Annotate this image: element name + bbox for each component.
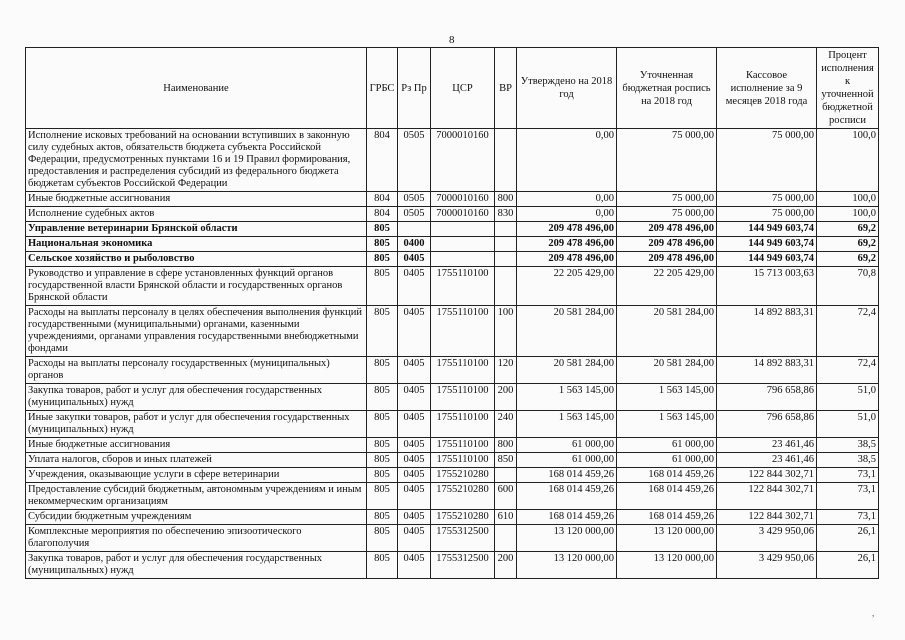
row-csr: 7000010160	[431, 207, 495, 222]
col-header-percent: Процент исполнения к уточненной бюджетной росписи	[817, 48, 879, 129]
col-header-executed: Кассовое исполнение за 9 месяцев 2018 года	[717, 48, 817, 129]
row-vr: 850	[495, 453, 517, 468]
row-approved: 0,00	[517, 129, 617, 192]
row-vr	[495, 222, 517, 237]
budget-table	[25, 47, 879, 579]
row-rz-pr: 0405	[398, 525, 431, 552]
row-vr	[495, 468, 517, 483]
row-executed: 23 461,46	[717, 453, 817, 468]
row-percent: 69,2	[817, 222, 879, 237]
row-csr: 7000010160	[431, 129, 495, 192]
row-refined: 209 478 496,00	[617, 222, 717, 237]
row-approved: 0,00	[517, 207, 617, 222]
row-grbs: 805	[367, 411, 398, 438]
row-grbs: 805	[367, 510, 398, 525]
row-grbs: 805	[367, 468, 398, 483]
row-vr	[495, 267, 517, 306]
row-percent: 51,0	[817, 384, 879, 411]
row-grbs: 805	[367, 252, 398, 267]
col-header-name: Наименование	[26, 48, 367, 129]
table-body	[26, 129, 879, 579]
row-executed: 75 000,00	[717, 192, 817, 207]
table-row	[26, 453, 879, 468]
row-name: Комплексные мероприятия по обеспечению эпизоотического благополучия	[26, 525, 367, 552]
table-row	[26, 129, 879, 192]
row-refined: 22 205 429,00	[617, 267, 717, 306]
row-approved: 209 478 496,00	[517, 252, 617, 267]
row-name: Исполнение судебных актов	[26, 207, 367, 222]
row-rz-pr: 0405	[398, 252, 431, 267]
row-csr: 1755110100	[431, 306, 495, 357]
row-executed: 75 000,00	[717, 129, 817, 192]
row-vr: 600	[495, 483, 517, 510]
col-header-refined: Уточненная бюджетная роспись на 2018 год	[617, 48, 717, 129]
row-vr: 120	[495, 357, 517, 384]
row-executed: 122 844 302,71	[717, 483, 817, 510]
row-rz-pr: 0405	[398, 411, 431, 438]
row-approved: 61 000,00	[517, 453, 617, 468]
row-name: Предоставление субсидий бюджетным, автономным учреждениям и иным некоммерческим организациям	[26, 483, 367, 510]
row-vr	[495, 129, 517, 192]
row-name: Иные бюджетные ассигнования	[26, 192, 367, 207]
col-header-vr: ВР	[495, 48, 517, 129]
row-rz-pr: 0405	[398, 453, 431, 468]
table-row	[26, 252, 879, 267]
row-rz-pr: 0405	[398, 384, 431, 411]
table-row	[26, 237, 879, 252]
row-executed: 14 892 883,31	[717, 357, 817, 384]
row-name: Учреждения, оказывающие услуги в сфере ветеринарии	[26, 468, 367, 483]
row-grbs: 805	[367, 306, 398, 357]
row-rz-pr: 0405	[398, 357, 431, 384]
row-csr: 1755312500	[431, 552, 495, 579]
row-vr: 100	[495, 306, 517, 357]
table-header-row	[26, 48, 879, 129]
row-refined: 1 563 145,00	[617, 411, 717, 438]
row-percent: 100,0	[817, 192, 879, 207]
table-row	[26, 438, 879, 453]
row-executed: 796 658,86	[717, 384, 817, 411]
table-row	[26, 510, 879, 525]
row-approved: 13 120 000,00	[517, 552, 617, 579]
row-grbs: 805	[367, 357, 398, 384]
row-executed: 122 844 302,71	[717, 510, 817, 525]
table-row	[26, 483, 879, 510]
row-executed: 144 949 603,74	[717, 222, 817, 237]
row-executed: 3 429 950,06	[717, 552, 817, 579]
row-csr: 1755110100	[431, 438, 495, 453]
row-percent: 73,1	[817, 510, 879, 525]
row-percent: 100,0	[817, 129, 879, 192]
row-rz-pr: 0405	[398, 306, 431, 357]
row-grbs: 805	[367, 384, 398, 411]
row-approved: 1 563 145,00	[517, 384, 617, 411]
row-refined: 75 000,00	[617, 192, 717, 207]
row-csr	[431, 237, 495, 252]
row-grbs: 805	[367, 525, 398, 552]
row-approved: 20 581 284,00	[517, 357, 617, 384]
row-vr: 200	[495, 552, 517, 579]
row-name: Сельское хозяйство и рыболовство	[26, 252, 367, 267]
page-number: 8	[449, 34, 455, 46]
row-name: Иные закупки товаров, работ и услуг для обеспечения государственных (муниципальных) нужд	[26, 411, 367, 438]
row-percent: 51,0	[817, 411, 879, 438]
table-row	[26, 525, 879, 552]
row-rz-pr: 0405	[398, 483, 431, 510]
row-grbs: 805	[367, 237, 398, 252]
row-vr	[495, 237, 517, 252]
row-vr	[495, 525, 517, 552]
row-vr: 240	[495, 411, 517, 438]
row-approved: 13 120 000,00	[517, 525, 617, 552]
row-refined: 61 000,00	[617, 438, 717, 453]
row-executed: 15 713 003,63	[717, 267, 817, 306]
row-grbs: 804	[367, 129, 398, 192]
row-refined: 20 581 284,00	[617, 357, 717, 384]
row-percent: 73,1	[817, 483, 879, 510]
row-percent: 69,2	[817, 252, 879, 267]
row-csr: 1755110100	[431, 384, 495, 411]
row-rz-pr: 0505	[398, 129, 431, 192]
row-name: Расходы на выплаты персоналу государственных (муниципальных) органов	[26, 357, 367, 384]
table-row	[26, 192, 879, 207]
row-percent: 72,4	[817, 357, 879, 384]
row-name: Закупка товаров, работ и услуг для обеспечения государственных (муниципальных) нужд	[26, 552, 367, 579]
row-name: Национальная экономика	[26, 237, 367, 252]
row-percent: 69,2	[817, 237, 879, 252]
row-name: Уплата налогов, сборов и иных платежей	[26, 453, 367, 468]
row-refined: 168 014 459,26	[617, 510, 717, 525]
row-approved: 168 014 459,26	[517, 510, 617, 525]
row-csr: 1755110100	[431, 453, 495, 468]
row-name: Руководство и управление в сфере установленных функций органов государственной власти Брянской области и государственных органов Брянской области	[26, 267, 367, 306]
row-percent: 70,8	[817, 267, 879, 306]
row-name: Исполнение исковых требований на основании вступивших в законную силу судебных актов, обязательств бюджета субъекта Российской Федерации, предусмотренных пунктами 16 и 19 Правил формирования, предоставления и распределения субсидий из федерального бюджета бюджетам субъектов Российской Федерации	[26, 129, 367, 192]
row-csr: 1755210280	[431, 468, 495, 483]
row-approved: 168 014 459,26	[517, 483, 617, 510]
table-row	[26, 357, 879, 384]
row-executed: 23 461,46	[717, 438, 817, 453]
row-grbs: 805	[367, 438, 398, 453]
table-row	[26, 468, 879, 483]
row-grbs: 805	[367, 267, 398, 306]
row-approved: 209 478 496,00	[517, 237, 617, 252]
row-executed: 144 949 603,74	[717, 237, 817, 252]
row-rz-pr: 0505	[398, 207, 431, 222]
row-percent: 72,4	[817, 306, 879, 357]
row-percent: 38,5	[817, 453, 879, 468]
row-grbs: 805	[367, 222, 398, 237]
row-approved: 0,00	[517, 192, 617, 207]
table-row	[26, 411, 879, 438]
row-grbs: 805	[367, 453, 398, 468]
row-rz-pr: 0400	[398, 237, 431, 252]
row-refined: 61 000,00	[617, 453, 717, 468]
row-percent: 26,1	[817, 525, 879, 552]
row-name: Закупка товаров, работ и услуг для обеспечения государственных (муниципальных) нужд	[26, 384, 367, 411]
row-name: Иные бюджетные ассигнования	[26, 438, 367, 453]
row-refined: 75 000,00	[617, 207, 717, 222]
row-vr: 800	[495, 438, 517, 453]
col-header-grbs: ГРБС	[367, 48, 398, 129]
row-executed: 144 949 603,74	[717, 252, 817, 267]
table-row	[26, 267, 879, 306]
row-approved: 209 478 496,00	[517, 222, 617, 237]
col-header-approved: Утверждено на 2018 год	[517, 48, 617, 129]
row-name: Субсидии бюджетным учреждениям	[26, 510, 367, 525]
row-csr: 1755210280	[431, 483, 495, 510]
row-vr: 610	[495, 510, 517, 525]
table-row	[26, 306, 879, 357]
row-vr	[495, 252, 517, 267]
row-vr: 830	[495, 207, 517, 222]
row-percent: 100,0	[817, 207, 879, 222]
row-name: Расходы на выплаты персоналу в целях обеспечения выполнения функций государственными (муниципальными) органами, казенными учреждениями, органами управления государственными внебюджетными фондами	[26, 306, 367, 357]
row-csr: 1755312500	[431, 525, 495, 552]
row-rz-pr: 0405	[398, 438, 431, 453]
row-approved: 1 563 145,00	[517, 411, 617, 438]
row-rz-pr: 0405	[398, 510, 431, 525]
col-header-csr: ЦСР	[431, 48, 495, 129]
row-rz-pr: 0405	[398, 552, 431, 579]
row-refined: 13 120 000,00	[617, 552, 717, 579]
row-approved: 20 581 284,00	[517, 306, 617, 357]
row-vr: 200	[495, 384, 517, 411]
row-refined: 13 120 000,00	[617, 525, 717, 552]
col-header-rz-pr: Рз Пр	[398, 48, 431, 129]
row-executed: 75 000,00	[717, 207, 817, 222]
page-corner-mark: ,	[872, 608, 875, 618]
row-executed: 122 844 302,71	[717, 468, 817, 483]
row-csr	[431, 252, 495, 267]
row-rz-pr: 0405	[398, 468, 431, 483]
row-refined: 1 563 145,00	[617, 384, 717, 411]
row-refined: 168 014 459,26	[617, 483, 717, 510]
row-percent: 38,5	[817, 438, 879, 453]
row-vr: 800	[495, 192, 517, 207]
row-refined: 209 478 496,00	[617, 252, 717, 267]
row-grbs: 804	[367, 192, 398, 207]
row-csr	[431, 222, 495, 237]
row-approved: 22 205 429,00	[517, 267, 617, 306]
row-rz-pr	[398, 222, 431, 237]
row-refined: 168 014 459,26	[617, 468, 717, 483]
row-refined: 20 581 284,00	[617, 306, 717, 357]
row-executed: 14 892 883,31	[717, 306, 817, 357]
table-row	[26, 207, 879, 222]
row-executed: 796 658,86	[717, 411, 817, 438]
row-name: Управление ветеринарии Брянской области	[26, 222, 367, 237]
table-row	[26, 384, 879, 411]
row-csr: 1755110100	[431, 267, 495, 306]
row-executed: 3 429 950,06	[717, 525, 817, 552]
row-refined: 209 478 496,00	[617, 237, 717, 252]
row-refined: 75 000,00	[617, 129, 717, 192]
row-grbs: 804	[367, 207, 398, 222]
row-percent: 73,1	[817, 468, 879, 483]
row-csr: 7000010160	[431, 192, 495, 207]
row-csr: 1755110100	[431, 357, 495, 384]
row-csr: 1755210280	[431, 510, 495, 525]
row-csr: 1755110100	[431, 411, 495, 438]
table-row	[26, 222, 879, 237]
row-grbs: 805	[367, 483, 398, 510]
table-row	[26, 552, 879, 579]
row-rz-pr: 0505	[398, 192, 431, 207]
row-percent: 26,1	[817, 552, 879, 579]
row-grbs: 805	[367, 552, 398, 579]
row-rz-pr: 0405	[398, 267, 431, 306]
row-approved: 168 014 459,26	[517, 468, 617, 483]
row-approved: 61 000,00	[517, 438, 617, 453]
